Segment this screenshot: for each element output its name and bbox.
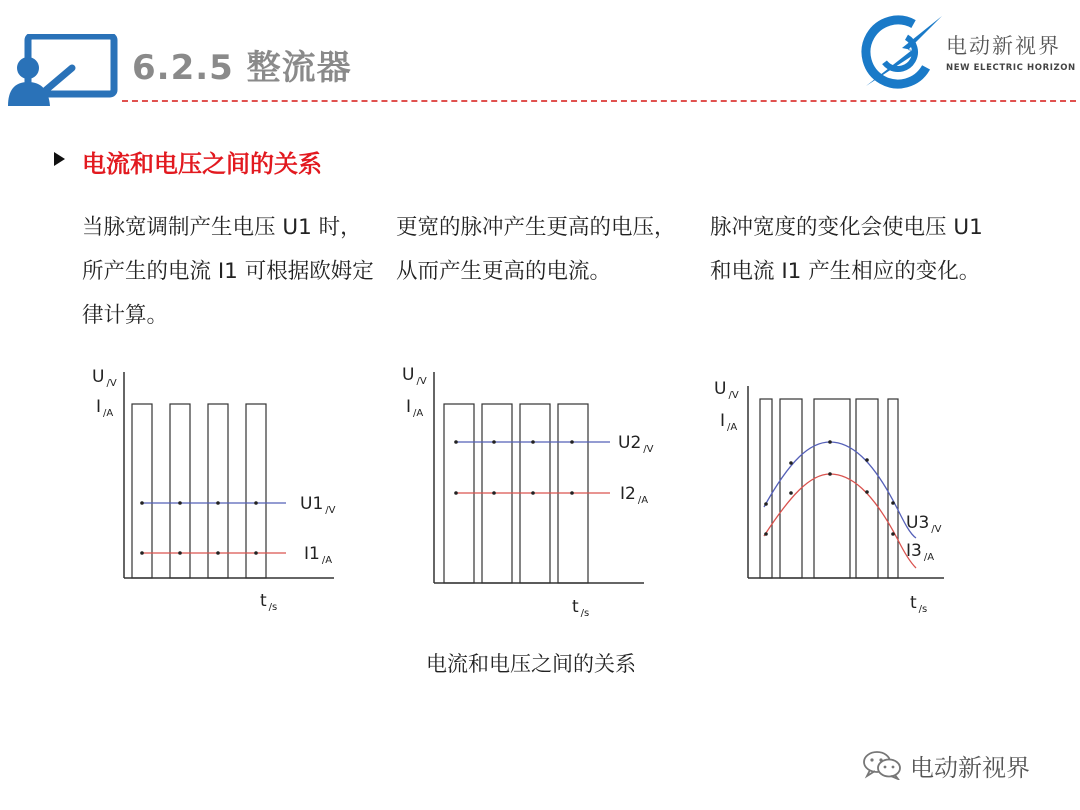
wechat-icon	[862, 750, 902, 780]
current-point	[764, 532, 768, 536]
current-point	[570, 491, 574, 495]
voltage-point	[570, 440, 574, 444]
paragraph-2: 更宽的脉冲产生更高的电压，从而产生更高的电流。	[396, 215, 676, 284]
y2-axis-label: I $_{/A}$	[96, 397, 114, 419]
paragraph-3: 脉冲宽度的变化会使电压 U1 和电流 I1 产生相应的变化。	[710, 215, 983, 284]
voltage-point	[492, 440, 496, 444]
current-curve	[764, 474, 916, 568]
series-label-current: I2 $_{/A}$	[620, 484, 649, 506]
current-point	[216, 551, 220, 555]
voltage-point	[764, 502, 768, 506]
pulse-train	[132, 404, 266, 578]
page-title: 6.2.5 整流器	[132, 48, 352, 88]
footer-brand-text: 电动新视界	[910, 754, 1030, 782]
series-label-current: I1 $_{/A}$	[304, 544, 333, 566]
pwm-diagram-3	[700, 350, 980, 630]
series-label-current: I3 $_{/A}$	[906, 541, 935, 563]
series-label-voltage: U1 $_{/V}$	[300, 494, 336, 516]
current-point	[531, 491, 535, 495]
voltage-point	[891, 501, 895, 505]
paragraph-1: 当脉宽调制产生电压 U1 时，所产生的电流 I1 可根据欧姆定律计算。	[82, 215, 374, 328]
voltage-point	[254, 501, 258, 505]
y2-axis-label: I $_{/A}$	[720, 411, 738, 433]
pulse-train	[760, 399, 898, 578]
voltage-curve	[764, 442, 916, 538]
footer-brand	[862, 748, 1062, 782]
current-point	[828, 472, 832, 476]
x-axis-label: t $_{/s}$	[260, 591, 278, 613]
header-divider	[122, 100, 1076, 102]
logo-text-en: NEW ELECTRIC HORIZON	[946, 63, 1076, 73]
logo-text-cn: 电动新视界	[946, 34, 1061, 58]
current-point	[140, 551, 144, 555]
lightning-globe-icon	[858, 12, 944, 90]
current-point	[492, 491, 496, 495]
current-point	[178, 551, 182, 555]
y-axis-label: U $_{/V}$	[714, 379, 739, 401]
voltage-point	[216, 501, 220, 505]
y2-axis-label: I $_{/A}$	[406, 397, 424, 419]
pwm-diagram-1	[86, 350, 366, 630]
voltage-point	[828, 440, 832, 444]
section-subtitle: 电流和电压之间的关系	[82, 150, 322, 178]
current-point	[865, 490, 869, 494]
current-point	[454, 491, 458, 495]
current-point	[789, 491, 793, 495]
pwm-diagram-2	[396, 350, 676, 630]
voltage-point	[178, 501, 182, 505]
x-axis-label: t $_{/s}$	[910, 593, 928, 615]
voltage-point	[140, 501, 144, 505]
voltage-point	[789, 461, 793, 465]
series-label-voltage: U2 $_{/V}$	[618, 433, 654, 455]
figure-caption: 电流和电压之间的关系	[426, 652, 636, 676]
x-axis-label: t $_{/s}$	[572, 597, 590, 619]
presenter-board-icon	[6, 34, 118, 106]
voltage-point	[865, 458, 869, 462]
voltage-point	[454, 440, 458, 444]
series-label-voltage: U3 $_{/V}$	[906, 513, 942, 535]
voltage-point	[531, 440, 535, 444]
bullet-triangle-icon	[54, 152, 65, 166]
current-point	[891, 532, 895, 536]
y-axis-label: U $_{/V}$	[92, 367, 117, 389]
y-axis-label: U $_{/V}$	[402, 365, 427, 387]
current-point	[254, 551, 258, 555]
